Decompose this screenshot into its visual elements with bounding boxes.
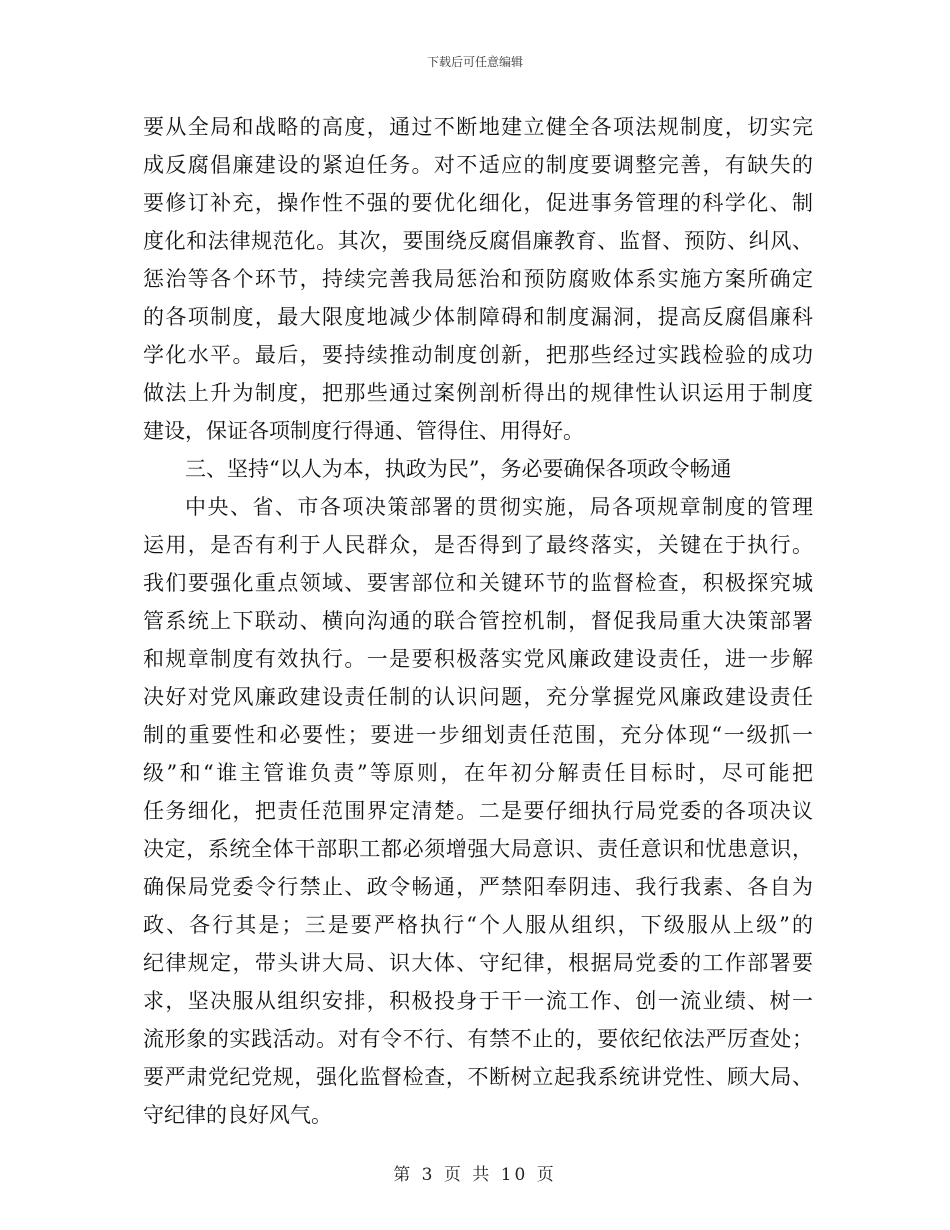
- body-line: 要从全局和战略的高度，通过不断地建立健全各项法规制度，切实完: [143, 115, 813, 139]
- page-number: 第 3 页 共 10 页: [393, 1165, 557, 1185]
- body-line: 和规章制度有效执行。一是要积极落实党风廉政建设责任，进一步解: [143, 647, 813, 671]
- body-line: 建设，保证各项制度行得通、管得住、用得好。: [143, 419, 584, 443]
- body-line: 决定，系统全体干部职工都必须增强大局意识、责任意识和忧患意识，: [143, 837, 813, 861]
- body-line: 要修订补充，操作性不强的要优化细化，促进事务管理的科学化、制: [143, 191, 813, 215]
- body-line: 做法上升为制度，把那些通过案例剖析得出的规律性认识运用于制度: [143, 381, 813, 405]
- body-line: 确保局党委令行禁止、政令畅通，严禁阳奉阴违、我行我素、各自为: [143, 875, 813, 899]
- body-line: 运用，是否有利于人民群众，是否得到了最终落实，关键在于执行。: [143, 533, 813, 557]
- document-body: [143, 108, 813, 1134]
- body-line: 惩治等各个环节，持续完善我局惩治和预防腐败体系实施方案所确定: [143, 267, 813, 291]
- body-line: 成反腐倡廉建设的紧迫任务。对不适应的制度要调整完善，有缺失的: [143, 153, 813, 177]
- body-line: 制的重要性和必要性；要进一步细划责任范围，充分体现“一级抓一: [143, 723, 813, 747]
- body-line: 学化水平。最后，要持续推动制度创新，把那些经过实践检验的成功: [143, 343, 813, 367]
- body-line: 守纪律的良好风气。: [143, 1103, 332, 1127]
- body-line: 求，坚决服从组织安排，积极投身于干一流工作、创一流业绩、树一: [143, 989, 813, 1013]
- body-line: 我们要强化重点领域、要害部位和关键环节的监督检查，积极探究城: [143, 571, 813, 595]
- body-line: 中央、省、市各项决策部署的贯彻实施，局各项规章制度的管理: [185, 495, 813, 519]
- body-line: 管系统上下联动、横向沟通的联合管控机制，督促我局重大决策部署: [143, 609, 813, 633]
- body-line: 度化和法律规范化。其次，要围绕反腐倡廉教育、监督、预防、纠风、: [143, 229, 813, 253]
- body-line: 政、各行其是；三是要严格执行“个人服从组织，下级服从上级”的: [143, 913, 813, 937]
- body-line: 决好对党风廉政建设责任制的认识问题，充分掌握党风廉政建设责任: [143, 685, 813, 709]
- section-heading: 三、坚持“以人为本，执政为民”，务必要确保各项政令畅通: [185, 457, 732, 481]
- body-line: 流形象的实践活动。对有令不行、有禁不止的，要依纪依法严厉查处；: [143, 1027, 813, 1051]
- body-line: 要严肃党纪党规，强化监督检查，不断树立起我系统讲党性、顾大局、: [143, 1065, 813, 1089]
- body-line: 任务细化，把责任范围界定清楚。二是要仔细执行局党委的各项决议: [143, 799, 813, 823]
- body-line: 纪律规定，带头讲大局、识大体、守纪律，根据局党委的工作部署要: [143, 951, 813, 975]
- body-line: 的各项制度，最大限度地减少体制障碍和制度漏洞，提高反腐倡廉科: [143, 305, 813, 329]
- page-header-note: 下载后可任意编辑: [426, 55, 523, 69]
- body-line: 级”和“谁主管谁负责”等原则，在年初分解责任目标时，尽可能把: [143, 761, 813, 785]
